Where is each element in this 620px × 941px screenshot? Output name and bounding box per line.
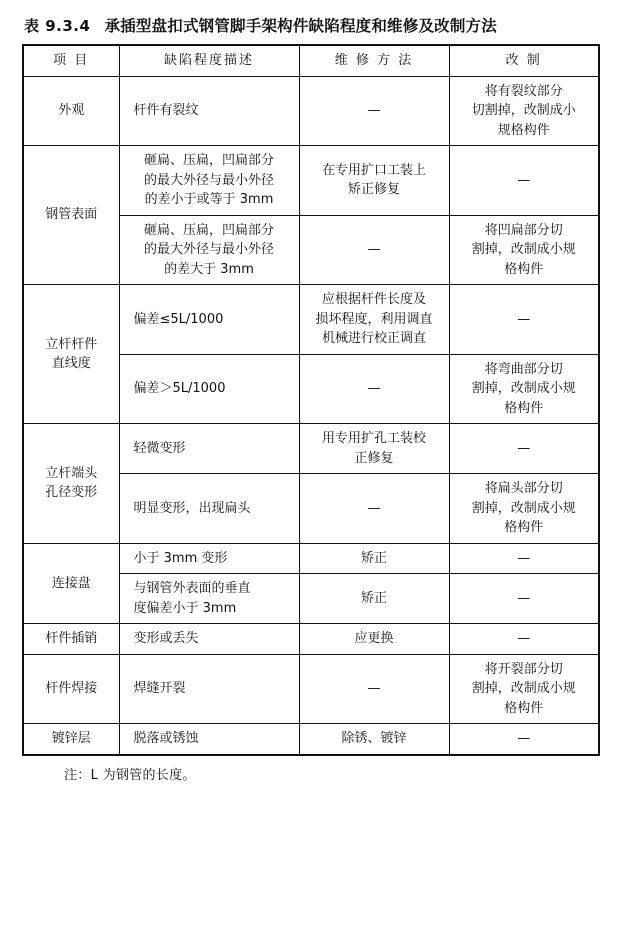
- table-note: 注：L 为钢管的长度。: [64, 767, 196, 783]
- cell-description: 与钢管外表面的垂直 度偏差小于 3mm: [119, 574, 299, 624]
- cell-item: 连接盘: [23, 543, 119, 624]
- header-cell-repair: 维 修 方 法: [299, 45, 449, 76]
- table-row: [23, 543, 599, 574]
- header-row: [23, 45, 599, 76]
- table-title: 承插型盘扣式钢管脚手架构件缺陷程度和维修及改制方法: [104, 17, 497, 35]
- cell-remake: —: [449, 543, 599, 574]
- table-row: [23, 285, 599, 355]
- defect-repair-table: [22, 44, 600, 756]
- cell-repair: 除锈、镀锌: [299, 724, 449, 755]
- table-row: [23, 724, 599, 755]
- cell-repair: 用专用扩孔工装校 正修复: [299, 424, 449, 474]
- cell-description: 小于 3mm 变形: [119, 543, 299, 574]
- cell-item: 外观: [23, 76, 119, 146]
- table-row: [23, 76, 599, 146]
- cell-item: 立杆端头 孔径变形: [23, 424, 119, 544]
- cell-remake: —: [449, 574, 599, 624]
- cell-repair: 应更换: [299, 624, 449, 655]
- cell-description: 砸扁、压扁，凹扁部分 的最大外径与最小外径 的差小于或等于 3mm: [119, 146, 299, 216]
- table-header: [23, 45, 599, 76]
- cell-repair: 矫正: [299, 574, 449, 624]
- cell-description: 焊缝开裂: [119, 654, 299, 724]
- cell-item: 杆件焊接: [23, 654, 119, 724]
- cell-description: 明显变形，出现扁头: [119, 474, 299, 544]
- cell-repair: —: [299, 354, 449, 424]
- cell-remake: —: [449, 724, 599, 755]
- cell-item: 杆件插销: [23, 624, 119, 655]
- cell-repair: 应根据杆件长度及 损坏程度，利用调直 机械进行校正调直: [299, 285, 449, 355]
- table-row: [23, 424, 599, 474]
- table-row: [23, 146, 599, 216]
- cell-item: 立杆杆件 直线度: [23, 285, 119, 424]
- cell-repair: —: [299, 76, 449, 146]
- cell-remake: 将凹扁部分切 割掉，改制成小规 格构件: [449, 215, 599, 285]
- cell-description: 砸扁、压扁，凹扁部分 的最大外径与最小外径 的差大于 3mm: [119, 215, 299, 285]
- cell-remake: —: [449, 285, 599, 355]
- cell-remake: 将开裂部分切 割掉，改制成小规 格构件: [449, 654, 599, 724]
- cell-repair: —: [299, 474, 449, 544]
- cell-remake: 将弯曲部分切 割掉，改制成小规 格构件: [449, 354, 599, 424]
- cell-description: 偏差＞5L/1000: [119, 354, 299, 424]
- table-row: [23, 624, 599, 655]
- cell-repair: 矫正: [299, 543, 449, 574]
- cell-description: 轻微变形: [119, 424, 299, 474]
- cell-remake: 将扁头部分切 割掉，改制成小规 格构件: [449, 474, 599, 544]
- header-cell-item: 项 目: [23, 45, 119, 76]
- cell-description: 脱落或锈蚀: [119, 724, 299, 755]
- cell-description: 偏差≤5L/1000: [119, 285, 299, 355]
- cell-description: 杆件有裂纹: [119, 76, 299, 146]
- cell-remake: —: [449, 146, 599, 216]
- table-row: [23, 654, 599, 724]
- header-cell-description: 缺陷程度描述: [119, 45, 299, 76]
- cell-repair: —: [299, 215, 449, 285]
- header-cell-remake: 改 制: [449, 45, 599, 76]
- cell-item: 镀锌层: [23, 724, 119, 755]
- cell-remake: —: [449, 424, 599, 474]
- cell-repair: —: [299, 654, 449, 724]
- cell-repair: 在专用扩口工装上 矫正修复: [299, 146, 449, 216]
- cell-remake: 将有裂纹部分 切割掉，改制成小 规格构件: [449, 76, 599, 146]
- cell-remake: —: [449, 624, 599, 655]
- cell-item: 钢管表面: [23, 146, 119, 285]
- table-number: 表 9.3.4: [24, 17, 91, 35]
- table-body: [23, 76, 599, 755]
- cell-description: 变形或丢失: [119, 624, 299, 655]
- table-caption: [24, 14, 598, 36]
